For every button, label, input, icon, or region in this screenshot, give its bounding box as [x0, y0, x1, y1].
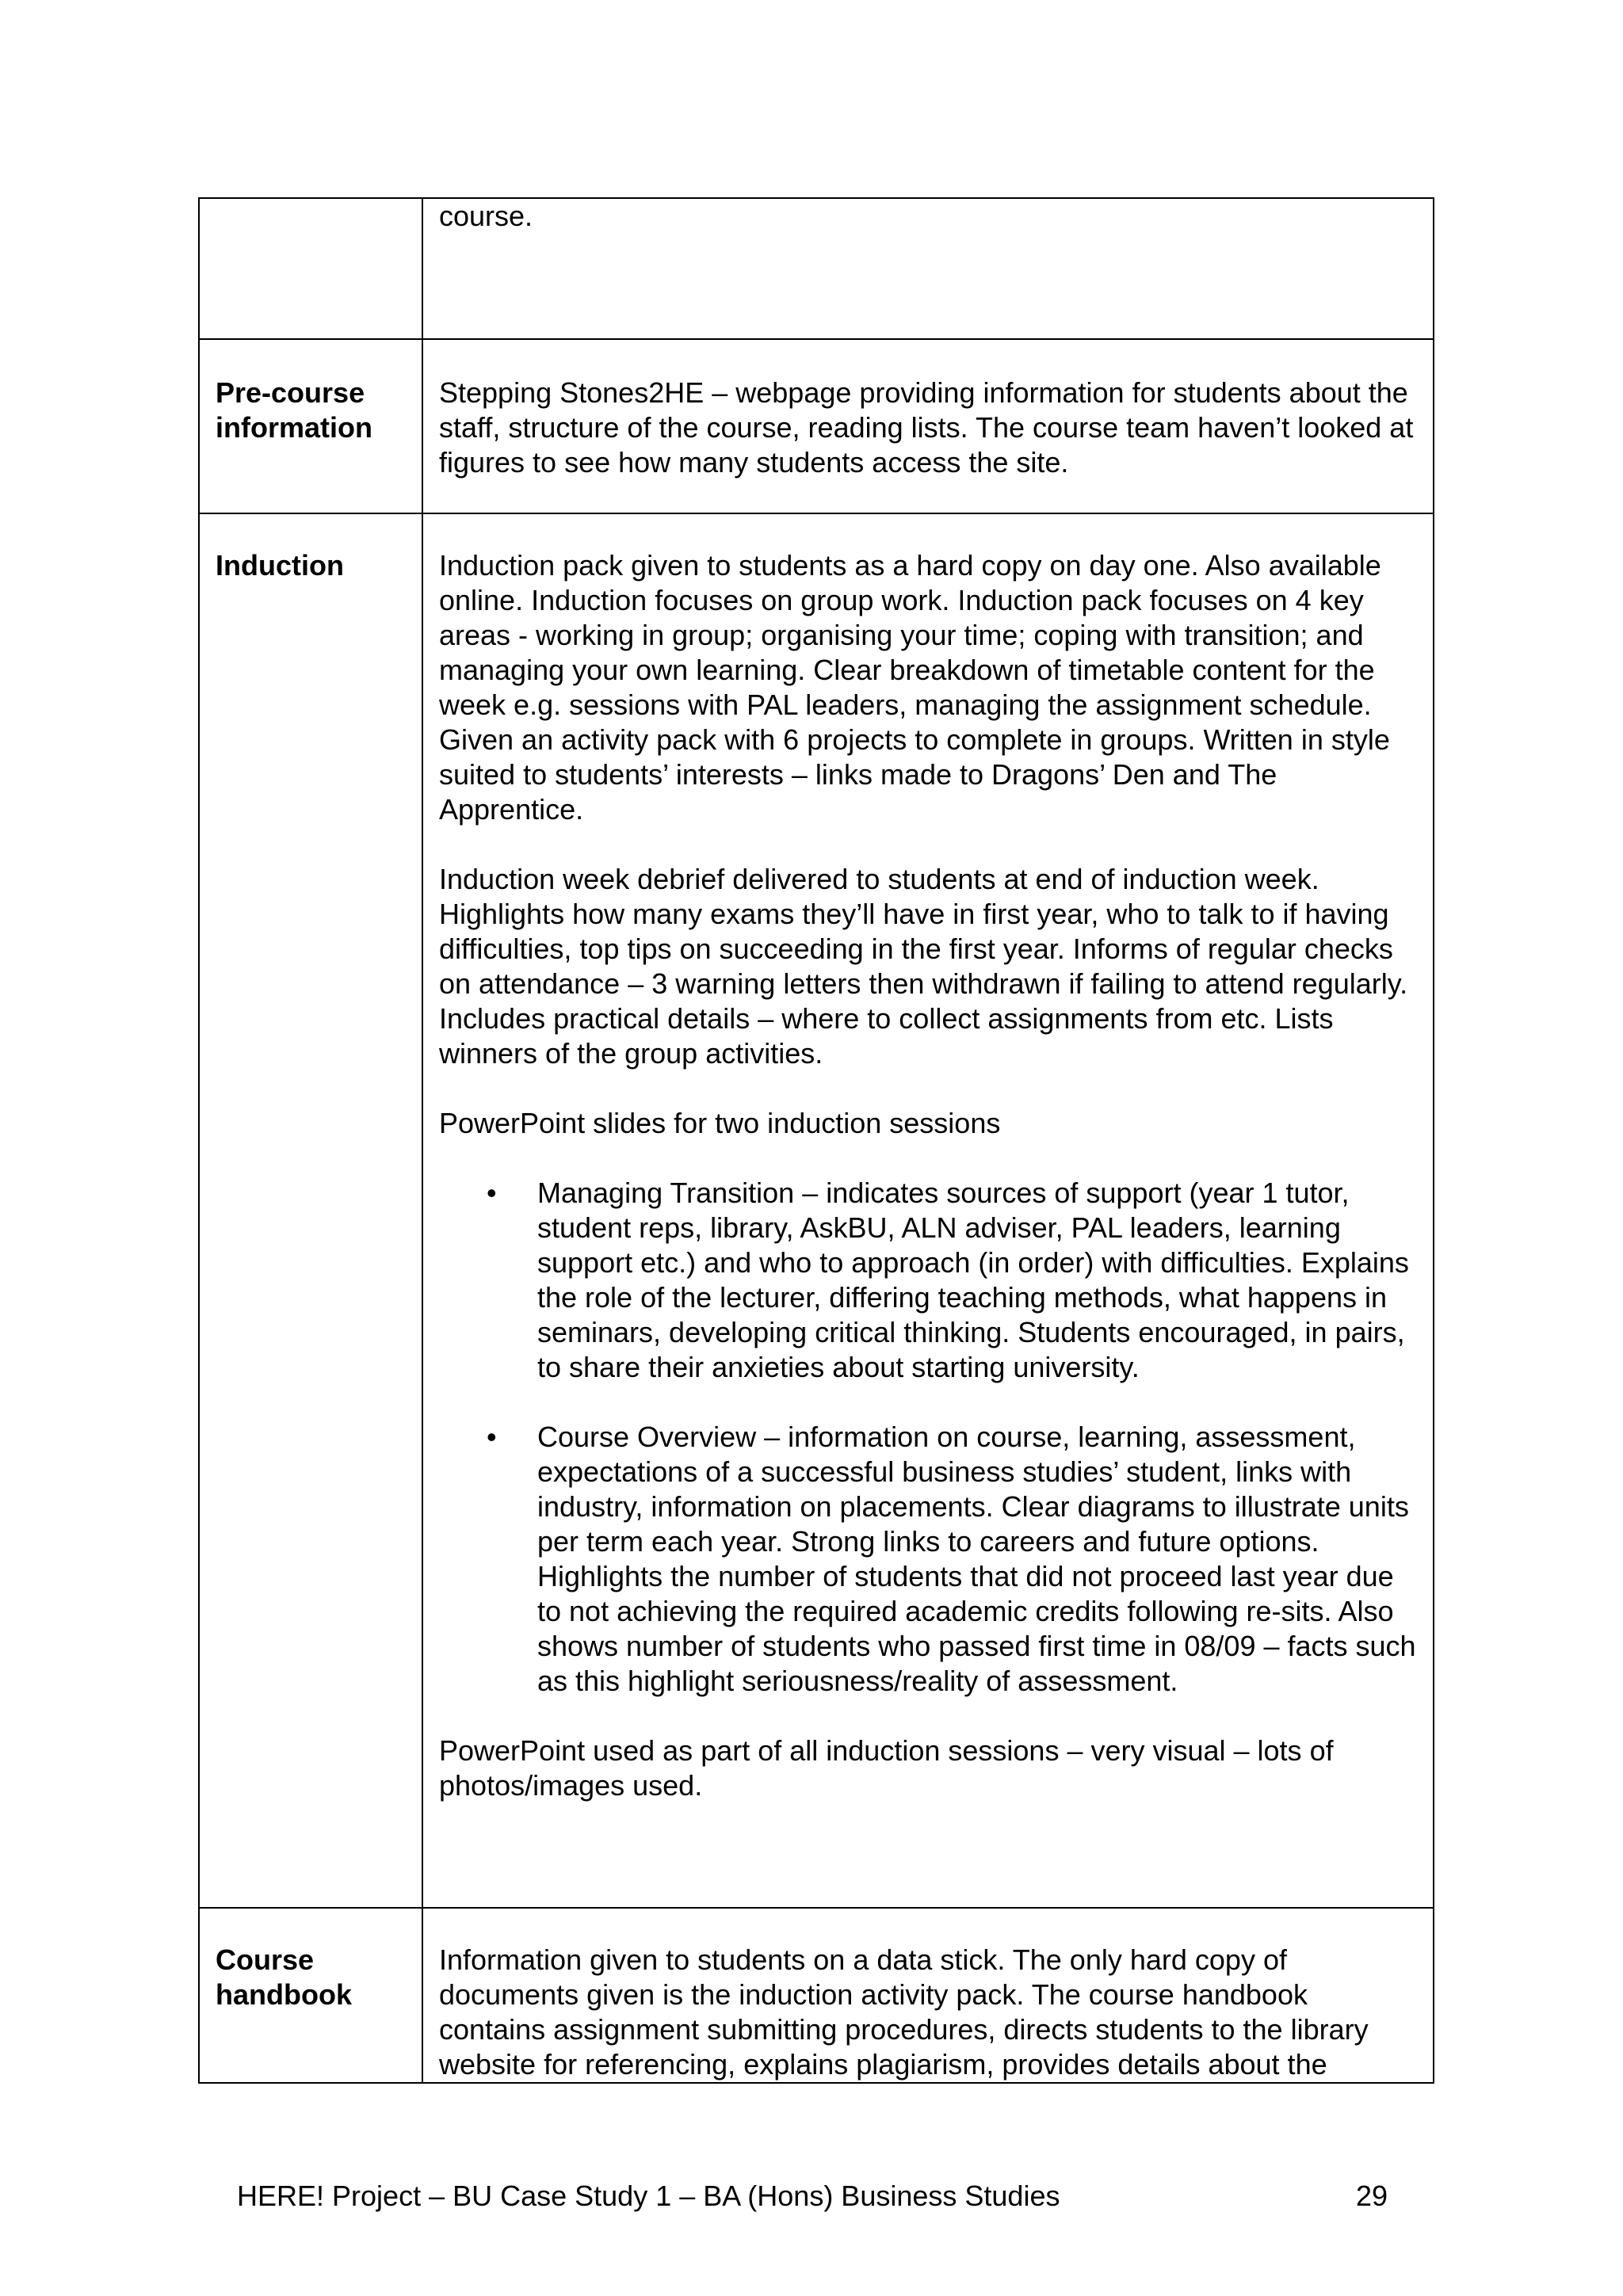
label-line: Course	[216, 1943, 315, 1976]
course-handbook-text: Information given to students on a data stick. The only hard copy of documents given is the induction activity pack. The course handbook contains assignment submitting procedures, directs students to the library website for referencing, explains plagiarism, provides details about the	[439, 1943, 1369, 2081]
pre-course-text: Stepping Stones2HE – webpage providing information for students about the staff, structure of the course, reading lists. The course team haven’t looked at figures to see how many students access the site.	[439, 376, 1414, 479]
row-label-pre-course	[199, 339, 422, 513]
label-line: Pre-course	[216, 376, 365, 409]
row-label-empty	[199, 198, 422, 339]
row-label-course-handbook	[199, 1908, 422, 2083]
induction-paragraph-1: Induction pack given to students as a hard copy on day one. Also available online. Induction focuses on group work. Induction pack focuses on 4 key areas - working in group; organising your time; coping with transition; and managing your own learning. Clear breakdown of timetable content for the week e.g. sessions with PAL leaders, managing the assignment schedule. Given an activity pack with 6 projects to complete in groups. Written in style suited to students’ interests – links made to Dragons’ Den and The Apprentice.	[439, 549, 1390, 826]
induction-paragraph-4: PowerPoint used as part of all induction sessions – very visual – lots of photos/images used.	[439, 1734, 1334, 1802]
row-content-continuation	[422, 198, 1434, 339]
content-table	[198, 197, 1434, 2084]
continuation-text: course.	[439, 200, 533, 232]
footer-title: HERE! Project – BU Case Study 1 – BA (Hons) Business Studies	[237, 2180, 1060, 2212]
label-line: information	[216, 411, 372, 444]
induction-paragraph-2: Induction week debrief delivered to students at end of induction week. Highlights how many exams they’ll have in first year, who to talk to if having difficulties, top tips on succeeding in the first year. Informs of regular checks on attendance – 3 warning letters then withdrawn if failing to attend regularly. Includes practical details – where to collect assignments from etc. Lists winners of the group activities.	[439, 863, 1408, 1070]
table-row-continuation	[199, 198, 1434, 339]
bullet-icon: •	[487, 1177, 497, 1209]
list-item	[439, 1176, 1417, 1385]
bullet-text: Managing Transition – indicates sources of support (year 1 tutor, student reps, library, AskBU, ALN adviser, PAL leaders, learning support etc.) and who to approach (in order) with difficulties. Explains the role of the lecturer, differing teaching methods, what happens in seminars, developing critical thinking. Students encouraged, in pairs, to share their anxieties about starting university.	[537, 1177, 1409, 1383]
bullet-text: Course Overview – information on course, learning, assessment, expectations of a successful business studies’ student, links with industry, information on placements. Clear diagrams to illustrate units per term each year. Strong links to careers and future options. Highlights the number of students that did not proceed last year due to not achieving the required academic credits following re-sits. Also shows number of students who passed first time in 08/09 – facts such as this highlight seriousness/reality of assessment.	[537, 1421, 1416, 1697]
table-row-induction	[199, 513, 1434, 1908]
row-content-induction	[422, 513, 1434, 1908]
table-row-pre-course	[199, 339, 1434, 513]
list-item	[439, 1420, 1417, 1699]
table-row-course-handbook	[199, 1908, 1434, 2083]
label-line: handbook	[216, 1978, 352, 2011]
bullet-icon: •	[487, 1421, 497, 1453]
page-number: 29	[1356, 2180, 1388, 2212]
row-content-pre-course	[422, 339, 1434, 513]
row-label-induction	[199, 513, 422, 1908]
row-content-course-handbook	[422, 1908, 1434, 2083]
label-line: Induction	[216, 549, 344, 582]
induction-paragraph-3: PowerPoint slides for two induction sessions	[439, 1107, 1001, 1139]
induction-bullet-list	[439, 1176, 1417, 1699]
